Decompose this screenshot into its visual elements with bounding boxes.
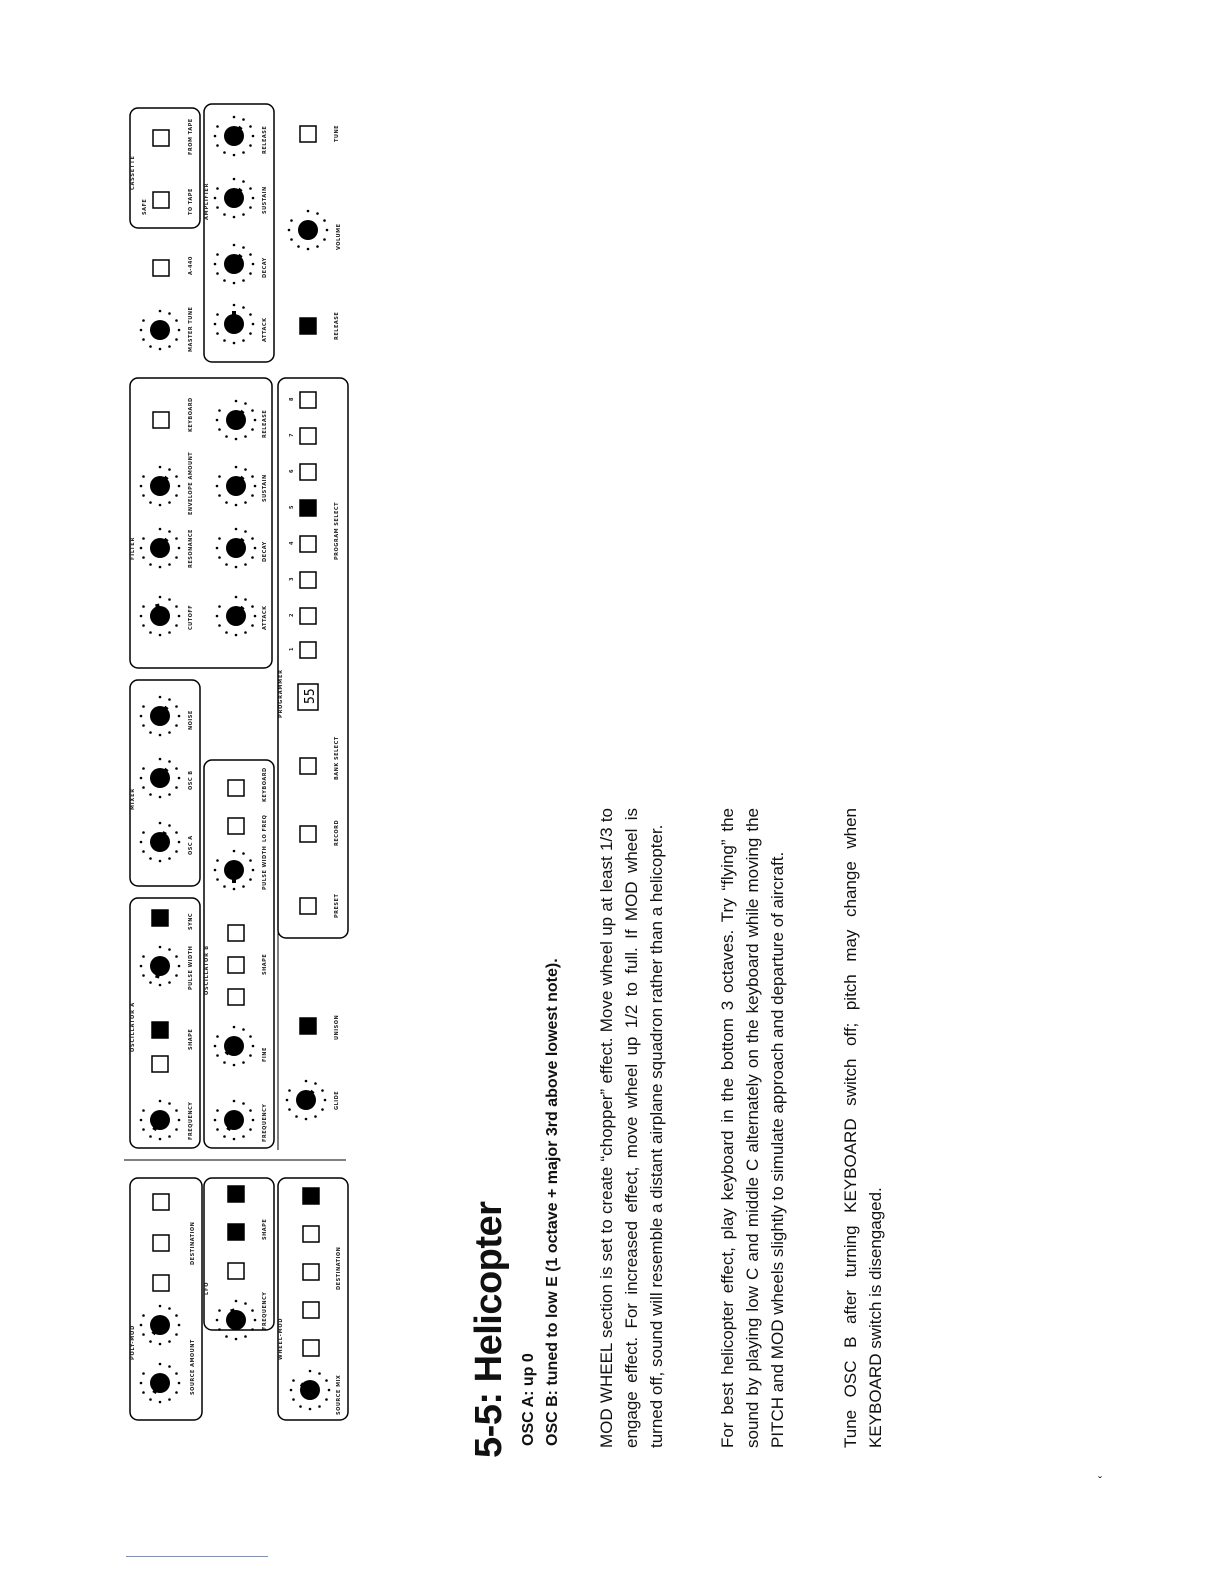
program-number-6: 6: [289, 469, 295, 473]
program-number-4: 4: [289, 541, 295, 545]
release-switch[interactable]: [300, 318, 316, 334]
filter-cutoff-label: CUTOFF: [188, 604, 194, 630]
osc-b-square-button[interactable]: [228, 925, 244, 941]
glide-knob[interactable]: [286, 1080, 327, 1121]
osc-b-pulse-width-knob[interactable]: [214, 850, 255, 891]
lfo-shape-label: SHAPE: [262, 1218, 268, 1240]
paragraph-best-effect: [715, 808, 790, 1448]
osc-a-pulse-width-label: PULSE WIDTH: [188, 945, 194, 990]
mixer-osc-a-knob[interactable]: [140, 822, 181, 863]
osc-a-shape-label: SHAPE: [188, 1028, 194, 1050]
paragraph-mod-wheel: [594, 808, 669, 1448]
program-8-button[interactable]: [300, 392, 316, 408]
from-tape-label: FROM TAPE: [188, 118, 194, 155]
mixer-osc-a-label: OSC A: [188, 835, 194, 855]
osc-b-lo-freq-button[interactable]: [228, 818, 244, 834]
program-number-3: 3: [289, 577, 295, 581]
tune-label: TUNE: [334, 124, 340, 142]
freq-a-dest-button[interactable]: [153, 1275, 169, 1291]
lfo-frequency-knob[interactable]: [216, 1300, 257, 1341]
osc-a-frequency-label: FREQUENCY: [188, 1101, 194, 1140]
freq-a-wheel-button[interactable]: [303, 1340, 319, 1356]
wheel-mod-destination-label: DESTINATION: [336, 1246, 342, 1290]
record-label: RECORD: [334, 819, 340, 846]
osc-b-lo-freq-label: LO FREQ: [262, 814, 268, 842]
filter-decay-knob[interactable]: [216, 528, 257, 569]
program-5-button[interactable]: [300, 500, 316, 516]
volume-knob[interactable]: [288, 210, 329, 251]
unison-label: UNISON: [334, 1014, 340, 1040]
osc-b-frequency-label: FREQUENCY: [262, 1103, 268, 1142]
pw-a-dest-button[interactable]: [153, 1235, 169, 1251]
oscillator-a-title: OSCILLATOR A: [130, 1002, 136, 1052]
filter-wheel-button[interactable]: [303, 1188, 319, 1204]
program-number-5: 5: [289, 505, 295, 509]
master-tune-label: MASTER TUNE: [188, 306, 194, 352]
osc-a-setting: OSC A: up 0: [520, 1353, 537, 1446]
lfo-square-button[interactable]: [228, 1186, 244, 1202]
filter-resonance-label: RESONANCE: [188, 529, 194, 568]
safe-label: SAFE: [142, 198, 148, 215]
program-1-button[interactable]: [300, 642, 316, 658]
paragraph-best-effect-text: For best helicopter effect, play keyboard in the bottom 3 octaves. Try “flying” the sound by playing low C and middle C alternately on the keyboard while moving the PITCH and MOD wheels slightly to simulate approach and departure of aircraft.: [718, 808, 787, 1448]
program-number-8: 8: [289, 397, 295, 401]
master-tune-knob[interactable]: [140, 310, 181, 351]
amp-release-label: RELEASE: [262, 125, 268, 154]
mixer-noise-label: NOISE: [188, 710, 194, 730]
bank-select-label: BANK SELECT: [334, 736, 340, 780]
pw-a-wheel-button[interactable]: [303, 1264, 319, 1280]
filter-cutoff-knob[interactable]: [140, 596, 181, 637]
program-number-7: 7: [289, 433, 295, 437]
page-title: 5-5: Helicopter: [468, 1201, 510, 1458]
program-number-2: 2: [289, 613, 295, 617]
filter-sustain-knob[interactable]: [216, 466, 257, 507]
osc-a-saw-button[interactable]: [152, 1056, 168, 1072]
filter-sustain-label: SUSTAIN: [262, 474, 268, 502]
amp-attack-label: ATTACK: [262, 317, 268, 342]
osc-b-fine-knob[interactable]: [214, 1026, 255, 1067]
filter-title: FILTER: [130, 536, 136, 560]
amp-release-knob[interactable]: [214, 116, 255, 157]
filter-envelope-amount-knob[interactable]: [140, 466, 181, 507]
program-3-button[interactable]: [300, 572, 316, 588]
unison-button[interactable]: [300, 1018, 316, 1034]
program-number-1: 1: [289, 647, 295, 651]
lfo-title: LFO: [204, 1281, 210, 1295]
programmer-title: PROGRAMMER: [278, 669, 284, 718]
amp-decay-label: DECAY: [262, 257, 268, 278]
filter-dest-button[interactable]: [153, 1194, 169, 1210]
mixer-osc-b-knob[interactable]: [140, 758, 181, 799]
mixer-osc-b-label: OSC B: [188, 770, 194, 790]
osc-b-fine-label: FINE: [262, 1047, 268, 1062]
program-display-value: 55: [303, 688, 318, 704]
pw-b-wheel-button[interactable]: [303, 1226, 319, 1242]
footer-rule: [126, 1556, 268, 1557]
osc-b-setting: OSC B: tuned to low E (1 octave + major 3rd above lowest note).: [544, 958, 561, 1446]
filter-section: [130, 378, 272, 668]
filter-decay-label: DECAY: [262, 541, 268, 562]
amp-decay-knob[interactable]: [214, 244, 255, 285]
filter-attack-knob[interactable]: [216, 596, 257, 637]
lfo-triangle-button[interactable]: [228, 1224, 244, 1240]
filter-resonance-knob[interactable]: [140, 528, 181, 569]
poly-mod-destination-label: DESTINATION: [190, 1221, 196, 1265]
poly-mod-title: POLY-MOD: [130, 1324, 136, 1360]
osc-a-pulse-width-knob[interactable]: [140, 946, 181, 987]
freq-b-wheel-button[interactable]: [303, 1302, 319, 1318]
lfo-frequency-label: FREQUENCY: [262, 1291, 268, 1330]
to-tape-button[interactable]: [153, 130, 169, 146]
osc-a-sync-button[interactable]: [152, 910, 168, 926]
osc-b-triangle-button[interactable]: [228, 957, 244, 973]
page-mark: ˇ: [1098, 1474, 1102, 1488]
preset-label: PRESET: [334, 893, 340, 918]
amp-sustain-label: SUSTAIN: [262, 186, 268, 214]
filter-keyboard-button[interactable]: [153, 412, 169, 428]
to-tape-label: TO TAPE: [188, 188, 194, 215]
amplifier-title: AMPLIFIER: [204, 182, 210, 220]
paragraph-tune-osc-b-text: Tune OSC B after turning KEYBOARD switch off; pitch may change when KEYBOARD switch is disengaged.: [841, 808, 885, 1448]
wheel-mod-title: WHEEL-MOD: [278, 1317, 284, 1360]
mixer-noise-knob[interactable]: [140, 696, 181, 737]
cassette-title: CASSETTE: [130, 155, 136, 190]
osc-a-sync-label: SYNC: [188, 912, 194, 930]
osc-b-frequency-knob[interactable]: [214, 1100, 255, 1141]
osc-b-saw-button[interactable]: [228, 989, 244, 1005]
wheel-mod-source-mix-label: SOURCE MIX: [336, 1374, 342, 1415]
osc-b-keyboard-button[interactable]: [228, 780, 244, 796]
mixer-title: MIXER: [130, 788, 136, 810]
synth-panel-svg: [100, 90, 400, 1460]
amp-attack-knob[interactable]: [214, 304, 255, 345]
filter-keyboard-label: KEYBOARD: [188, 397, 194, 432]
osc-b-pulse-width-label: PULSE WIDTH: [262, 845, 268, 890]
osc-b-shape-label: SHAPE: [262, 953, 268, 975]
program-select-label: PROGRAM SELECT: [334, 501, 340, 560]
a-440-label: A-440: [188, 256, 194, 275]
poly-mod-source-amount-label: SOURCE AMOUNT: [190, 1339, 196, 1395]
synth-panel-diagram: [100, 90, 400, 1460]
oscillator-b-title: OSCILLATOR B: [204, 945, 210, 995]
wheel-mod-source-mix-knob[interactable]: [290, 1370, 331, 1411]
paragraph-tune-osc-b: [838, 808, 888, 1448]
osc-b-keyboard-label: KEYBOARD: [262, 767, 268, 802]
program-6-button[interactable]: [300, 464, 316, 480]
filter-attack-label: ATTACK: [262, 605, 268, 630]
filter-release-label: RELEASE: [262, 409, 268, 438]
program-2-button[interactable]: [300, 608, 316, 624]
poly-mod-filt-env-knob[interactable]: [140, 1363, 181, 1404]
safe-button[interactable]: [153, 192, 169, 208]
filter-envelope-amount-label: ENVELOPE AMOUNT: [188, 451, 194, 515]
amp-sustain-knob[interactable]: [214, 178, 255, 219]
lfo-saw-button[interactable]: [228, 1263, 244, 1279]
release-switch-label: RELEASE: [334, 311, 340, 340]
paragraph-mod-wheel-text: MOD WHEEL section is set to create “chopper” effect. Move wheel up at least 1/3 to engage effect. For increased effect, move wheel up 1/2 to full. If MOD wheel is turned off, sound will resemble a distant airplane squadron rather than a helicopter.: [597, 808, 666, 1448]
poly-mod-osc-b-knob[interactable]: [140, 1305, 181, 1346]
osc-a-frequency-knob[interactable]: [140, 1100, 181, 1141]
tune-button[interactable]: [300, 126, 316, 142]
filter-release-knob[interactable]: [216, 400, 257, 441]
osc-a-square-button[interactable]: [152, 1022, 168, 1038]
record-button[interactable]: [300, 826, 316, 842]
volume-label: VOLUME: [336, 223, 342, 250]
program-7-button[interactable]: [300, 428, 316, 444]
glide-label: GLIDE: [334, 1090, 340, 1110]
a-440-button[interactable]: [153, 260, 169, 276]
bank-select-button[interactable]: [300, 758, 316, 774]
program-4-button[interactable]: [300, 536, 316, 552]
preset-button[interactable]: [300, 898, 316, 914]
